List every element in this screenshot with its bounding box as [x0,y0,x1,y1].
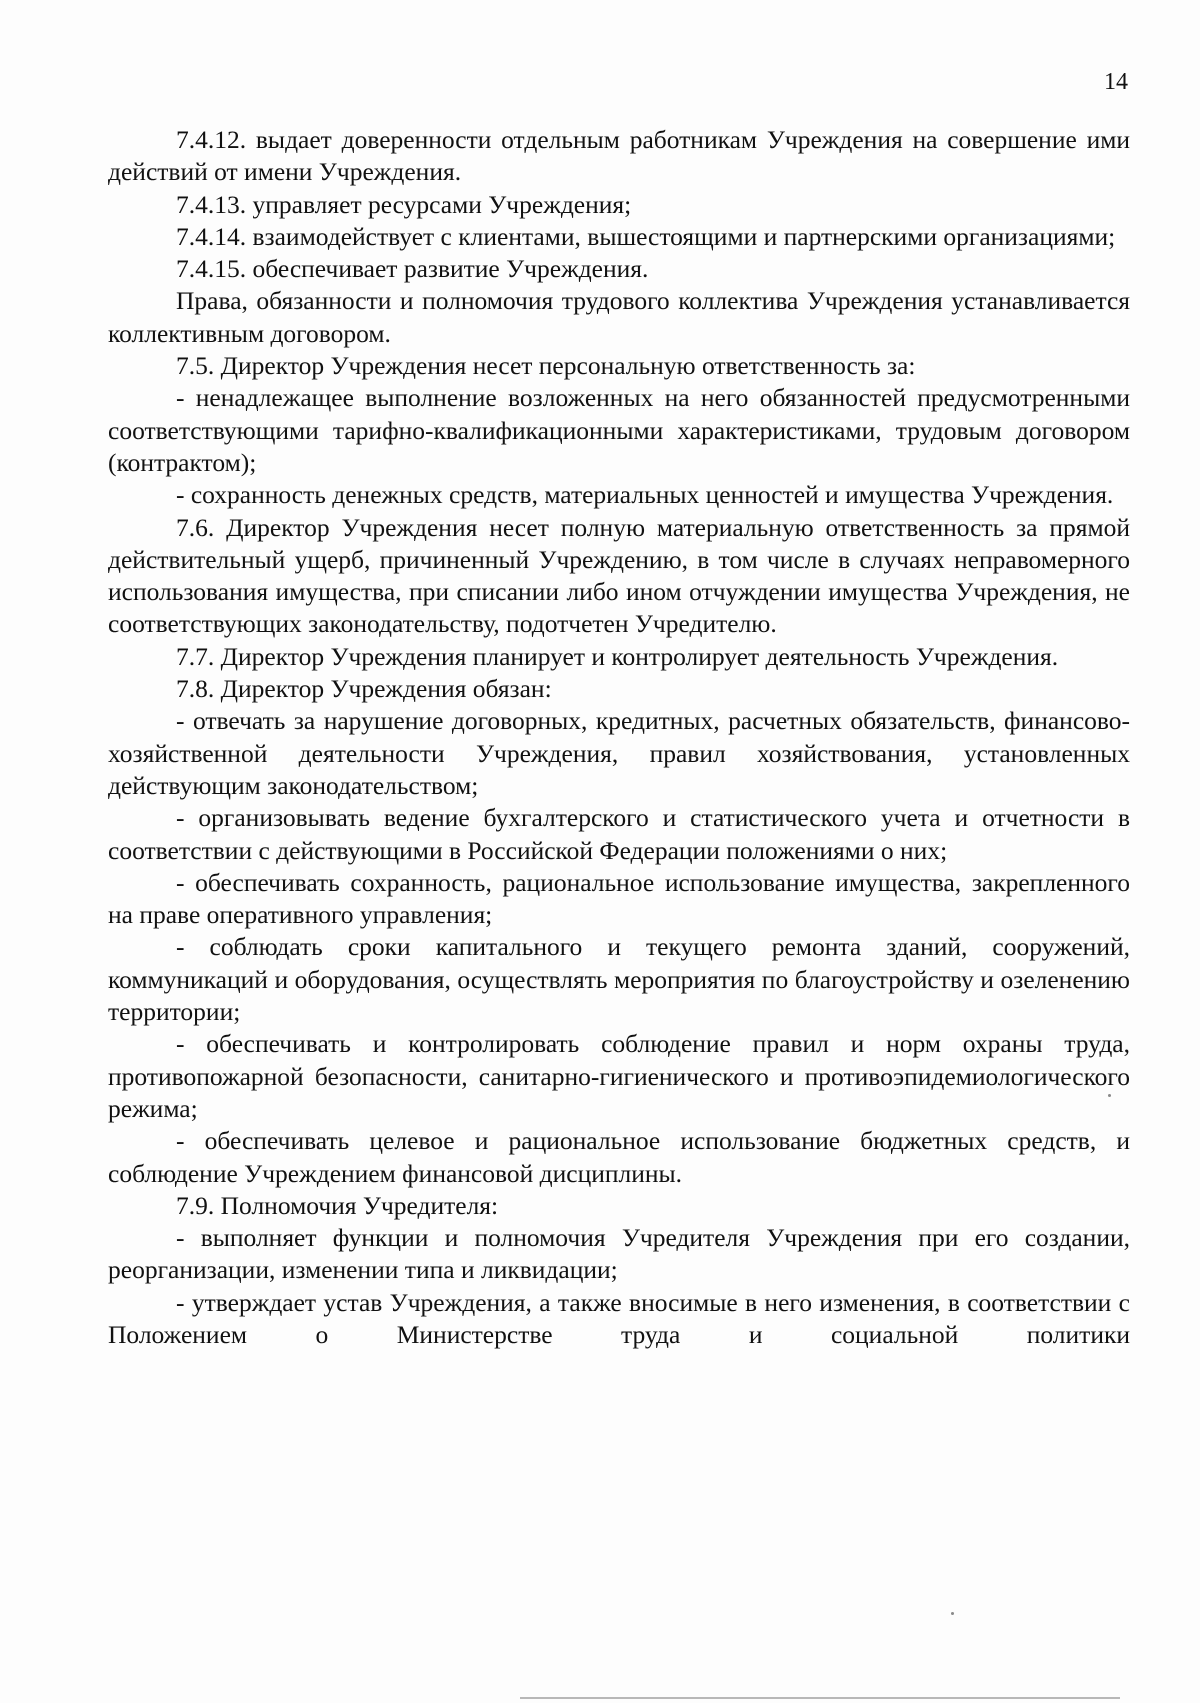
page-number: 14 [1104,69,1128,95]
paragraph-7-5: 7.5. Директор Учреждения несет персональную ответственность за: [176,351,916,381]
scan-speck [1108,1094,1111,1097]
list-item-accounting: - организовывать ведение бухгалтерского и статистического учета и отчетности в соответствии с действующими в Российской Федерации положениями о них; [108,803,1130,865]
paragraph-collective-rights: Права, обязанности и полномочия трудового коллектива Учреждения устанавливается коллективным договором. [108,286,1130,348]
paragraph-7-4-13: 7.4.13. управляет ресурсами Учреждения; [176,189,632,219]
paragraph-7-8: 7.8. Директор Учреждения обязан: [176,674,552,704]
document-body [108,124,1130,1351]
scan-edge-line [520,1697,1120,1699]
list-item-budget-use: - обеспечивать целевое и рациональное использование бюджетных средств, и соблюдение Учреждением финансовой дисциплины. [108,1126,1130,1188]
paragraph-7-4-14: 7.4.14. взаимодействует с клиентами, вышестоящими и партнерскими организациями; [176,221,1116,251]
paragraph-7-7: 7.7. Директор Учреждения планирует и контролирует деятельность Учреждения. [176,641,1059,671]
scan-speck [951,1612,954,1615]
paragraph-7-4-15: 7.4.15. обеспечивает развитие Учреждения. [176,254,649,284]
list-item-founder-functions: - выполняет функции и полномочия Учредителя Учреждения при его создании, реорганизации, изменении типа и ликвидации; [108,1223,1130,1285]
paragraph-7-6: 7.6. Директор Учреждения несет полную материальную ответственность за прямой действительный ущерб, причиненный Учреждению, в том числе в случаях неправомерного использования имущества, при списании либо ином отчуждении имущества Учреждения, не соответствующих законодательству, подотчетен Учредителю. [108,512,1130,639]
list-item-labor-safety: - обеспечивать и контролировать соблюдение правил и норм охраны труда, противопожарной безопасности, санитарно-гигиенического и противоэпидемиологического режима; [108,1029,1130,1123]
list-item-repairs: - соблюдать сроки капитального и текущего ремонта зданий, сооружений, коммуникаций и оборудования, осуществлять мероприятия по благоустройству и озеленению территории; [108,932,1130,1027]
list-item-charter-approval: - утверждает устав Учреждения, а также вносимые в него изменения, в соответствии с Положением о Министерстве труда и социальной политики [108,1287,1130,1349]
list-item-improper-performance: - ненадлежащее выполнение возложенных на него обязанностей предусмотренными соответствующими тарифно-квалификационными характеристиками, трудовым договором (контрактом); [108,383,1130,477]
list-item-safety-of-funds: - сохранность денежных средств, материальных ценностей и имущества Учреждения. [176,480,1114,510]
paragraph-7-9: 7.9. Полномочия Учредителя: [176,1190,499,1220]
list-item-property-safety: - обеспечивать сохранность, рациональное использование имущества, закрепленного на праве оперативного управления; [108,867,1130,930]
list-item-obligations-liability: - отвечать за нарушение договорных, кредитных, расчетных обязательств, финансово-хозяйственной деятельности Учреждения, правил хозяйствования, установленных действующим законодательством; [108,706,1130,800]
paragraph-7-4-12: 7.4.12. выдает доверенности отдельным работникам Учреждения на совершение ими действий от имени Учреждения. [108,125,1130,187]
